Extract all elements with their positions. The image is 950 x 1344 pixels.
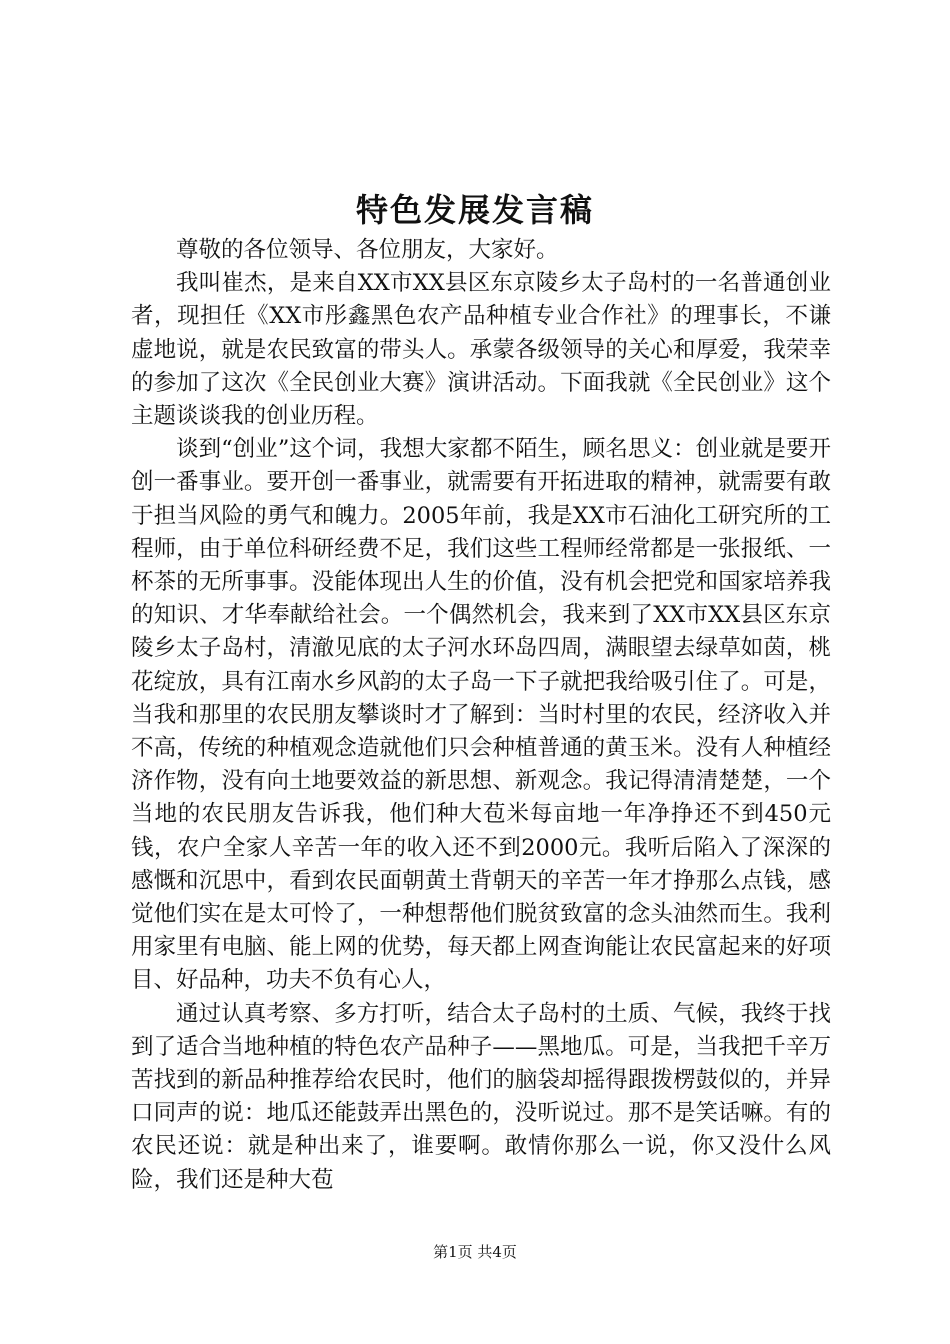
document-title: 特色发展发言稿 [355, 191, 594, 229]
paragraph-greeting: 尊敬的各位领导、各位朋友，大家好。 [176, 237, 559, 263]
page-number-footer: 第1页 共4页 [433, 1243, 517, 1261]
paragraph-black-sweet-potato: 通过认真考察、多方打听，结合太子岛村的土质、气候，我终于找到了适合当地种植的特色农产品种子——黑地瓜。可是，当我把千辛万苦找到的新品种推荐给农民时，他们的脑袋却摇得跟拨楞鼓似的，并异口同声的说：地瓜还能鼓弄出黑色的，没听说过。那不是笑话嘛。有的农民还说：就是种出来了，谁要啊。敢情你那么一说，你又没什么风险，我们还是种大苞 [131, 1000, 831, 1193]
document-body [131, 234, 831, 1197]
paragraph-introduction: 我叫崔杰，是来自XX市XX县区东京陵乡太子岛村的一名普通创业者，现担任《XX市彤鑫黑色农产品种植专业合作社》的理事长，不谦虚地说，就是农民致富的带头人。承蒙各级领导的关心和厚爱，我荣幸的参加了这次《全民创业大赛》演讲活动。下面我就《全民创业》这个主题谈谈我的创业历程。 [131, 270, 831, 430]
paragraph-entrepreneurship: 谈到“创业”这个词，我想大家都不陌生，顾名思义：创业就是要开创一番事业。要开创一番事业，就需要有开拓进取的精神，就需要有敢于担当风险的勇气和魄力。2005年前，我是XX市石油化工研究所的工程师，由于单位科研经费不足，我们这些工程师经常都是一张报纸、一杯茶的无所事事。没能体现出人生的价值，没有机会把党和国家培养我的知识、才华奉献给社会。一个偶然机会，我来到了XX市XX县区东京陵乡太子岛村，清澈见底的太子河水环岛四周，满眼望去绿草如茵，桃花绽放，具有江南水乡风韵的太子岛一下子就把我给吸引住了。可是，当我和那里的农民朋友攀谈时才了解到：当时村里的农民，经济收入并不高，传统的种植观念造就他们只会种植普通的黄玉米。没有人种植经济作物，没有向土地要效益的新思想、新观念。我记得清清楚楚，一个当地的农民朋友告诉我，他们种大苞米每亩地一年净挣还不到450元钱，农户全家人辛苦一年的收入还不到2000元。我听后陷入了深深的感慨和沉思中，看到农民面朝黄土背朝天的辛苦一年才挣那么点钱，感觉他们实在是太可怜了，一种想帮他们脱贫致富的念头油然而生。我利用家里有电脑、能上网的优势，每天都上网查询能让农民富起来的好项目、好品种，功夫不负有心人， [131, 436, 831, 994]
